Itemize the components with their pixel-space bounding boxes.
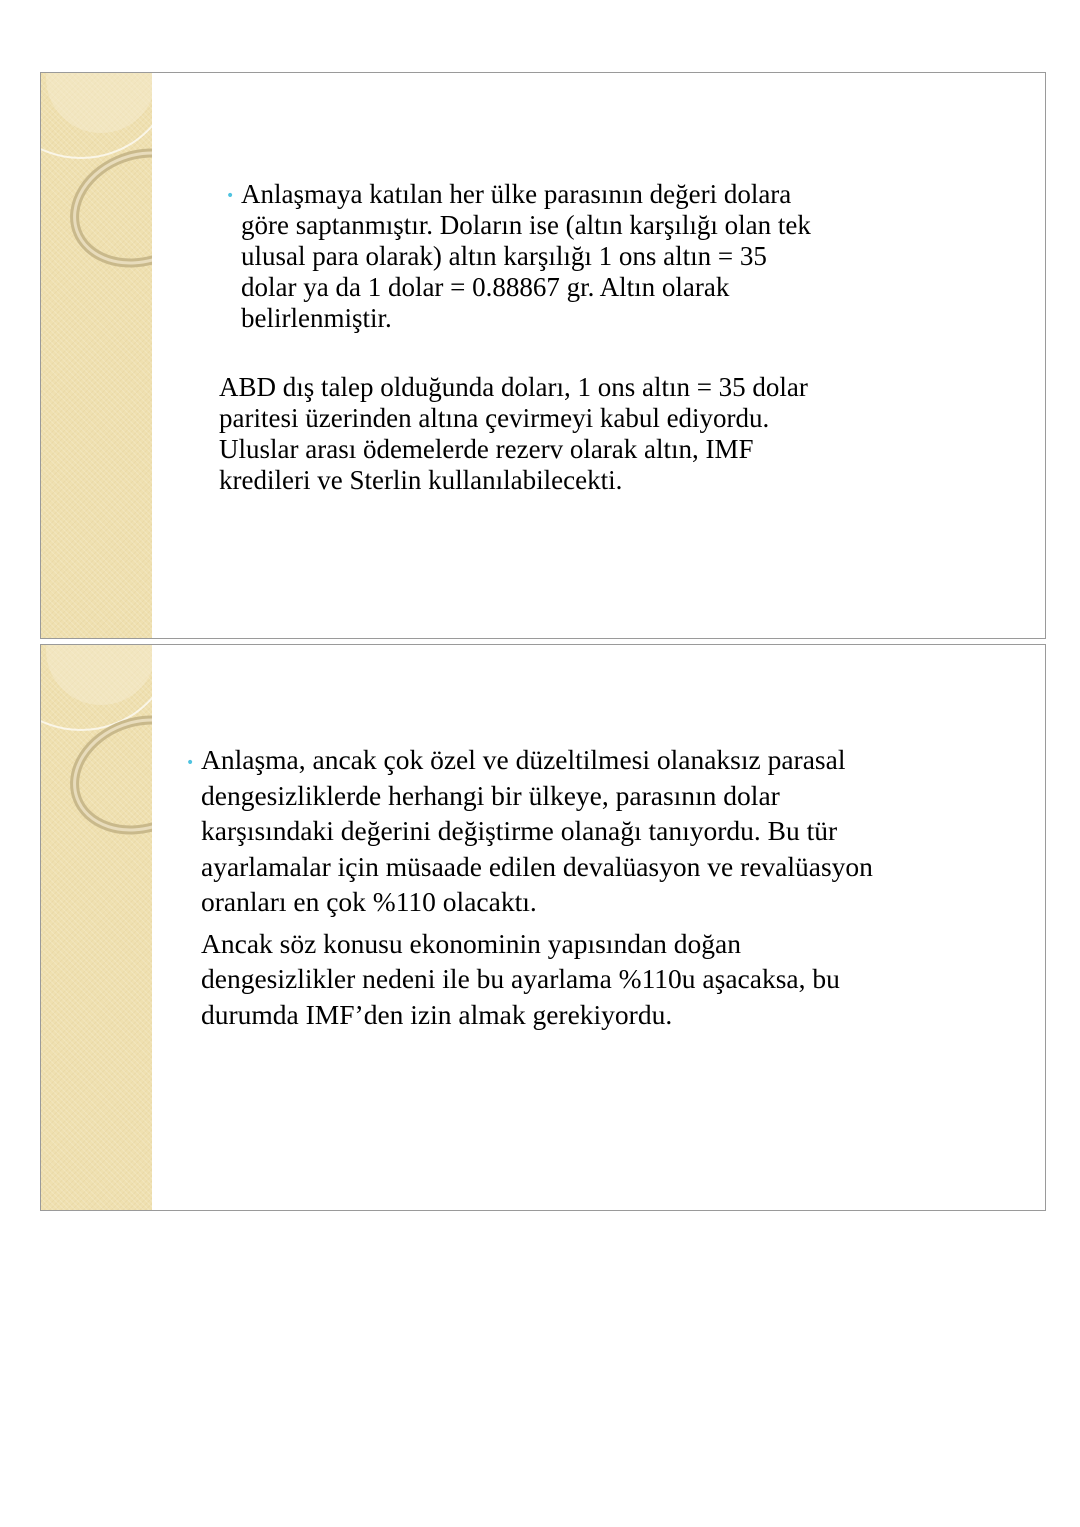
body-paragraph: Ancak söz konusu ekonominin yapısından doğan dengesizlikler nedeni ile bu ayarlama %110u aşacaksa, bu durumda IMF’den izin almak gerekiyordu. xyxy=(201,927,840,1030)
bullet-paragraph: Anlaşmaya katılan her ülke parasının değeri dolara göre saptanmıştır. Doların ise (altın karşılığı olan tek ulusal para olarak) altın karşılığı 1 ons altın = 35 dolar ya da 1 dolar = 0.88867 gr. Altın olarak belirlenmiştir. xyxy=(241,179,811,333)
decorative-rings-icon xyxy=(41,73,152,639)
decorative-side-band xyxy=(41,645,152,1210)
bullet-item xyxy=(186,742,981,920)
slide-1-content xyxy=(191,179,911,496)
bullet-dot-icon: • xyxy=(186,755,195,771)
bullet-item xyxy=(191,179,911,334)
slide-2-content xyxy=(186,742,981,1032)
decorative-rings-icon xyxy=(41,645,152,1211)
body-paragraph: ABD dış talep olduğunda doları, 1 ons altın = 35 dolar paritesi üzerinden altına çevirmeyi kabul ediyordu. Uluslar arası ödemelerde rezerv olarak altın, IMF kredileri ve Sterlin kullanılabilecekti. xyxy=(219,372,808,495)
slide-2 xyxy=(40,644,1046,1211)
slide-1 xyxy=(40,72,1046,639)
decorative-side-band xyxy=(41,73,152,638)
bullet-paragraph: Anlaşma, ancak çok özel ve düzeltilmesi olanaksız parasal dengesizliklerde herhangi bir ülkeye, parasının dolar karşısındaki değerini değiştirme olanağı tanıyordu. Bu tür ayarlamalar için müsaade edilen devalüasyon ve revalüasyon oranları en çok %110 olacaktı. xyxy=(201,744,873,917)
bullet-dot-icon: • xyxy=(226,188,235,204)
